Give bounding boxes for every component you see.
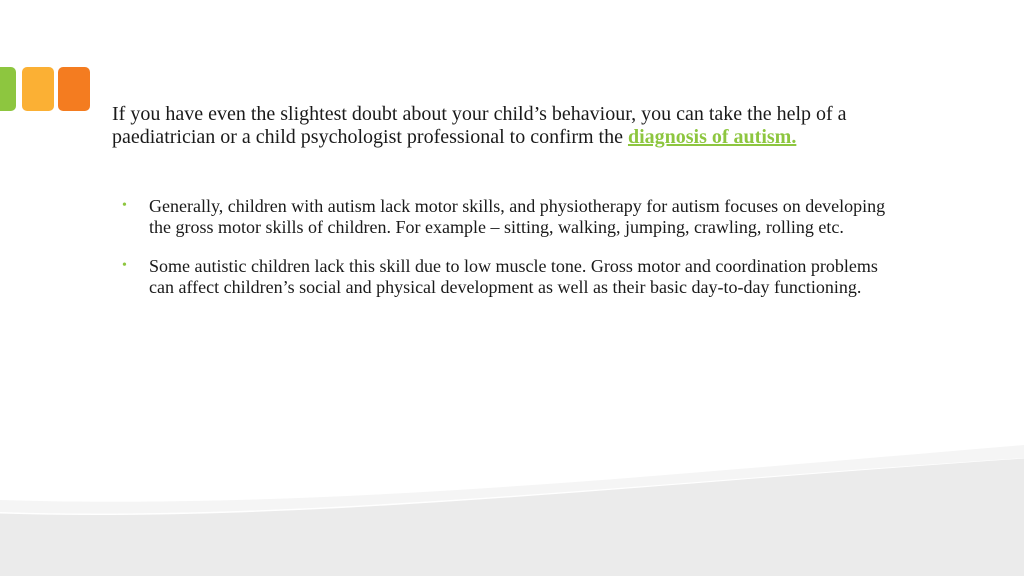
intro-paragraph	[112, 103, 952, 149]
bullet-item-motor-skills	[122, 196, 902, 237]
bullet-dot-icon: •	[122, 258, 127, 273]
bullet-text: Generally, children with autism lack motor skills, and physiotherapy for autism focuses on developing the gross motor skills of children. For example – sitting, walking, jumping, crawling, rolling etc.	[149, 196, 886, 237]
diagnosis-of-autism-link[interactable]: diagnosis of autism.	[627, 126, 797, 148]
orange-square-decoration	[58, 67, 90, 111]
bullet-list	[122, 196, 902, 316]
green-square-decoration	[0, 67, 16, 111]
bullet-text: Some autistic children lack this skill due to low muscle tone. Gross motor and coordination problems can affect children’s social and physical development as well as their basic day-to-day functioning.	[149, 256, 878, 297]
intro-text: If you have even the slightest doubt about your child’s behaviour, you can take the help of a paediatrician or a child psychologist professional to confirm the	[112, 103, 847, 148]
bullet-item-muscle-tone	[122, 256, 902, 297]
yellow-square-decoration	[22, 67, 54, 111]
swoosh-decoration	[0, 440, 1024, 576]
bullet-dot-icon: •	[122, 198, 127, 213]
